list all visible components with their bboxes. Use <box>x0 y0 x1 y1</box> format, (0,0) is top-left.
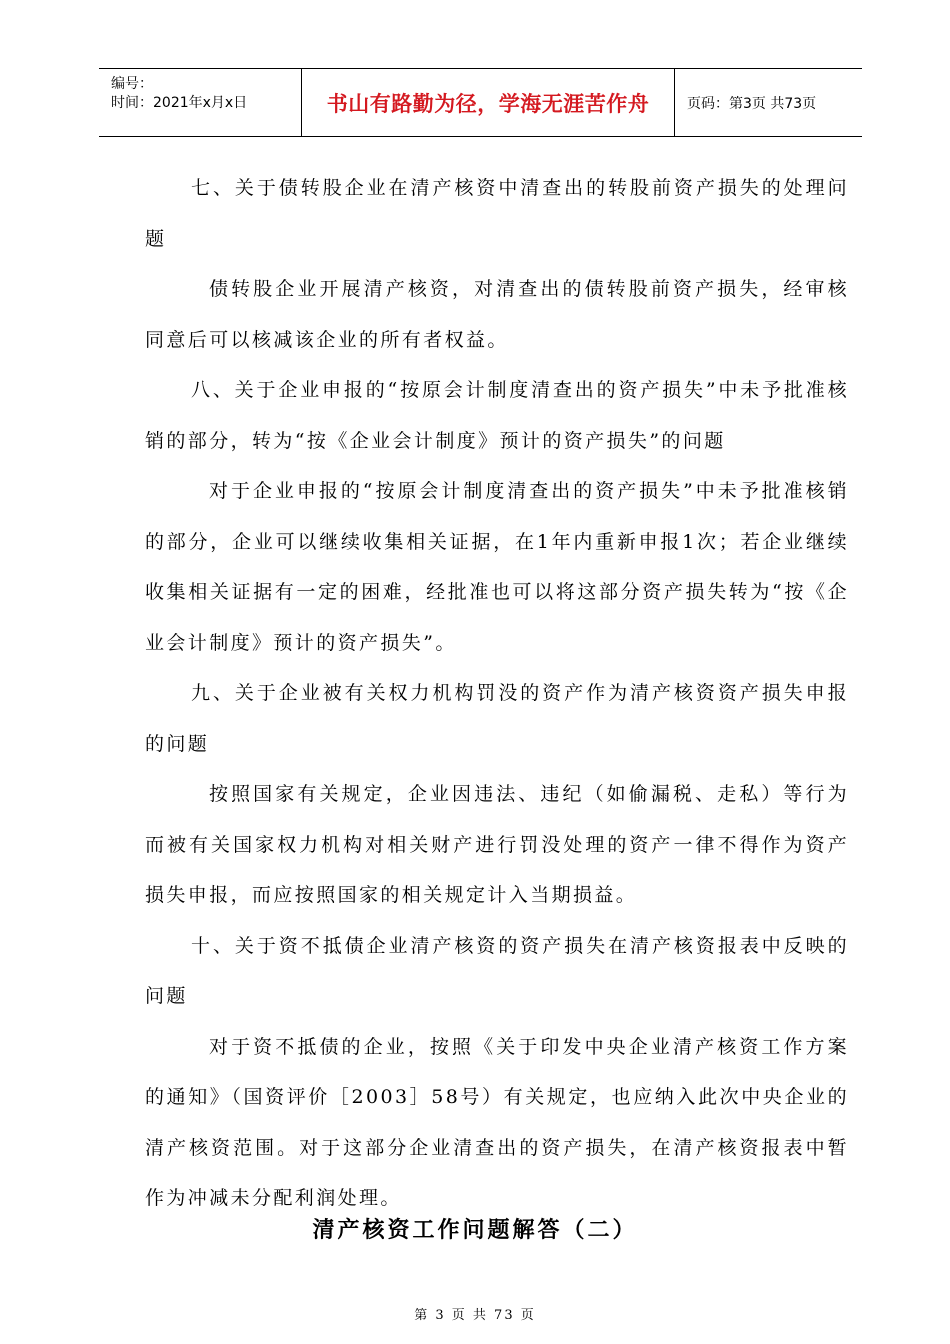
header-meta <box>99 69 302 136</box>
header-motto-cell <box>302 69 675 136</box>
section-body: 债转股企业开展清产核资，对清查出的债转股前资产损失，经审核同意后可以核减该企业的所有者权益。 <box>145 278 849 351</box>
section-heading: 八、关于企业申报的“按原会计制度清查出的资产损失”中未予批准核销的部分，转为“按《企业会计制度》预计的资产损失”的问题 <box>145 379 849 452</box>
header-page-info: 页码：第3页 共73页 <box>687 95 817 112</box>
section-title: 清产核资工作问题解答（二） <box>312 1218 638 1243</box>
section-heading: 七、关于债转股企业在清产核资中清查出的转股前资产损失的处理问题 <box>145 177 849 250</box>
section-body: 对于企业申报的“按原会计制度清查出的资产损失”中未予批准核销的部分，企业可以继续收集相关证据，在1年内重新申报1次；若企业继续收集相关证据有一定的困难，经批准也可以将这部分资产损失转为“按《企业会计制度》预计的资产损失”。 <box>145 480 849 654</box>
section-body: 对于资不抵债的企业，按照《关于印发中央企业清产核资工作方案的通知》（国资评价［2003］58号）有关规定，也应纳入此次中央企业的清产核资范围。对于这部分企业清查出的资产损失，在清产核资报表中暂作为冲减未分配利润处理。 <box>145 1035 849 1209</box>
page-header <box>99 68 862 137</box>
section-body: 按照国家有关规定，企业因违法、违纪（如偷漏税、走私）等行为而被有关国家权力机构对相关财产进行罚没处理的资产一律不得作为资产损失申报，而应按照国家的相关规定计入当期损益。 <box>145 783 849 906</box>
doc-code-label: 编号： <box>111 76 153 92</box>
header-motto: 书山有路勤为径，学海无涯苦作舟 <box>326 91 650 116</box>
section-heading: 九、关于企业被有关权力机构罚没的资产作为清产核资资产损失申报的问题 <box>145 682 849 755</box>
doc-time-label: 时间：2021年x月x日 <box>111 95 248 111</box>
section-heading: 十、关于资不抵债企业清产核资的资产损失在清产核资报表中反映的问题 <box>145 934 849 1007</box>
page-footer: 第 3 页 共 73 页 <box>414 1308 536 1323</box>
document-body <box>145 163 849 1224</box>
